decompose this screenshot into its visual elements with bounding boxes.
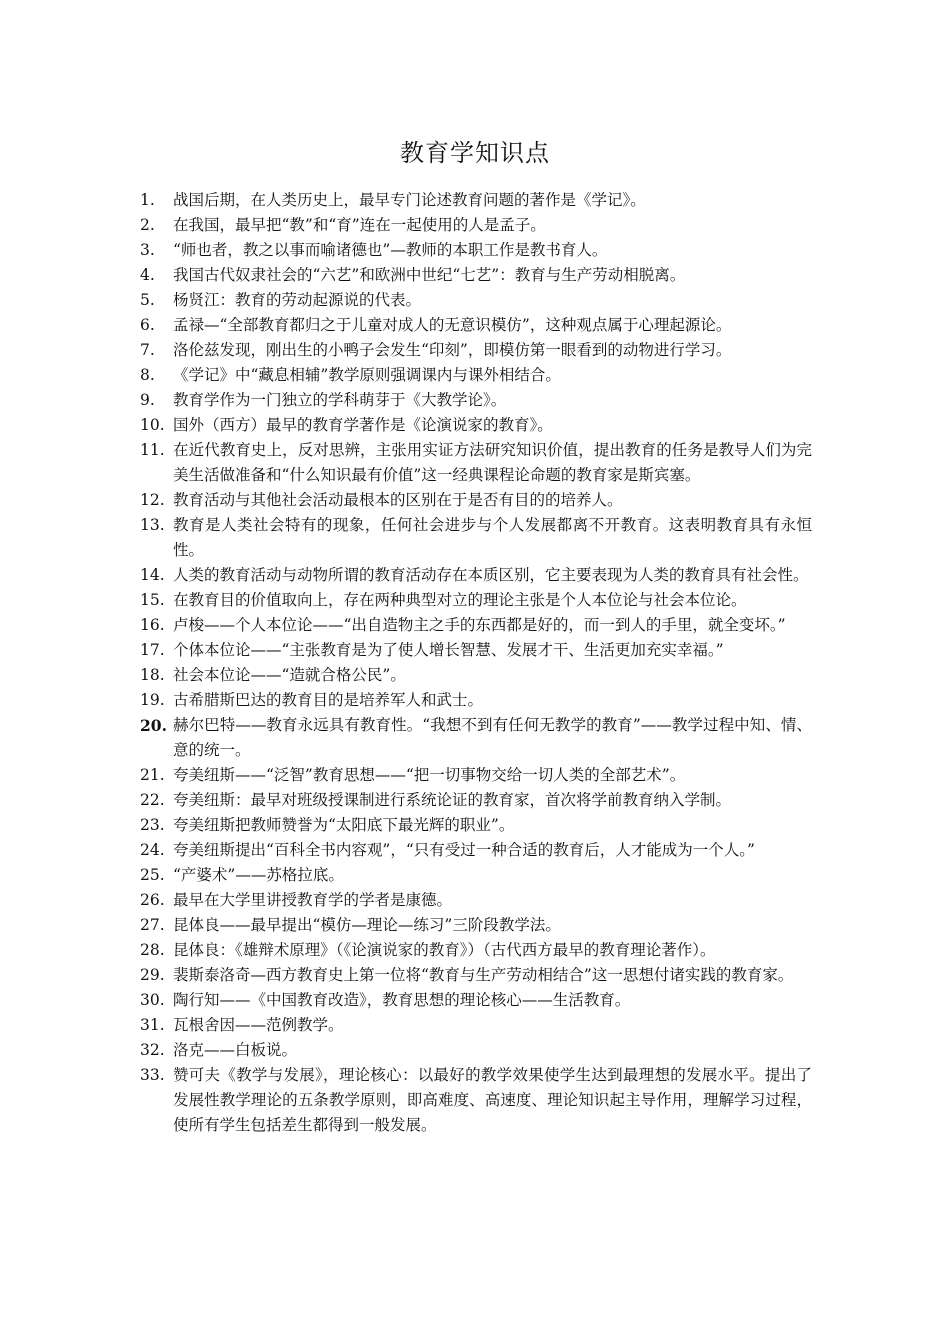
item-text: 在教育目的价值取向上，存在两种典型对立的理论主张是个人本位论与社会本位论。 [173,591,747,609]
item-text: 夸美纽斯提出“百科全书内容观”，“只有受过一种合适的教育后，人才能成为一个人。” [173,841,755,859]
list-item [140,763,812,788]
item-text: 夸美纽斯——“泛智”教育思想——“把一切事物交给一切人类的全部艺术”。 [173,766,686,784]
item-text: 杨贤江：教育的劳动起源说的代表。 [173,291,422,309]
item-text: 昆体良——最早提出“模仿—理论—练习”三阶段教学法。 [173,916,561,934]
list-item [140,588,812,613]
item-number: 30. [140,991,165,1009]
list-item [140,1063,812,1138]
list-item [140,813,812,838]
item-number: 10. [140,416,165,434]
item-number: 3. [140,241,155,259]
item-number: 9. [140,391,155,409]
item-text: 陶行知——《中国教育改造》，教育思想的理论核心——生活教育。 [173,991,631,1009]
item-text: 最早在大学里讲授教育学的学者是康德。 [173,891,453,909]
item-number: 1. [140,191,155,209]
item-text: 教育活动与其他社会活动最根本的区别在于是否有目的的培养人。 [173,491,623,509]
item-number: 14. [140,566,165,584]
item-text: 洛伦兹发现，刚出生的小鸭子会发生“印刻”，即模仿第一眼看到的动物进行学习。 [173,341,732,359]
item-text: 裴斯泰洛奇—西方教育史上第一位将“教育与生产劳动相结合”这一思想付诸实践的教育家。 [173,966,794,984]
item-text: 古希腊斯巴达的教育目的是培养军人和武士。 [173,691,484,709]
list-item [140,888,812,913]
item-text: 个体本位论——“主张教育是为了使人增长智慧、发展才干、生活更加充实幸福。” [173,641,724,659]
item-number: 19. [140,691,165,709]
list-item [140,413,812,438]
list-item [140,488,812,513]
item-text: 人类的教育活动与动物所谓的教育活动存在本质区别，它主要表现为人类的教育具有社会性。 [173,566,809,584]
item-number: 13. [140,516,165,534]
item-number: 5. [140,291,155,309]
item-text: 卢梭——个人本位论——“出自造物主之手的东西都是好的，而一到人的手里，就全变坏。” [173,616,786,634]
list-item [140,338,812,363]
item-text: 社会本位论——“造就合格公民”。 [173,666,406,684]
item-text: “产婆术”——苏格拉底。 [173,866,344,884]
list-item [140,613,812,638]
list-item [140,963,812,988]
item-text: 夸美纽斯：最早对班级授课制进行系统论证的教育家，首次将学前教育纳入学制。 [173,791,732,809]
item-number: 11. [140,441,165,459]
list-item [140,513,812,563]
list-item [140,438,812,488]
list-item [140,188,812,213]
list-item [140,988,812,1013]
list-item [140,288,812,313]
item-number: 28. [140,941,165,959]
item-number: 4. [140,266,155,284]
item-text: 《学记》中“藏息相辅”教学原则强调课内与课外相结合。 [173,366,561,384]
item-text: 在近代教育史上，反对思辨，主张用实证方法研究知识价值，提出教育的任务是教导人们为完美生活做准备和“什么知识最有价值”这一经典课程论命题的教育家是斯宾塞。 [173,441,812,484]
list-item [140,1013,812,1038]
item-number: 26. [140,891,165,909]
list-item [140,863,812,888]
list-item [140,1038,812,1063]
item-number: 27. [140,916,165,934]
item-text: 教育是人类社会特有的现象，任何社会进步与个人发展都离不开教育。这表明教育具有永恒性。 [173,516,812,559]
item-text: 赫尔巴特——教育永远具有教育性。“我想不到有任何无教学的教育”——教学过程中知、情、意的统一。 [173,716,812,759]
page-title: 教育学知识点 [400,139,550,167]
item-number: 2. [140,216,155,234]
item-number: 12. [140,491,165,509]
item-number: 21. [140,766,165,784]
item-number: 6. [140,316,155,334]
list-item [140,263,812,288]
item-text: “师也者，教之以事而喻诸德也”—教师的本职工作是教书育人。 [173,241,608,259]
item-number: 8. [140,366,155,384]
item-number: 20. [140,716,167,735]
knowledge-point-list [140,188,812,1138]
item-text: 国外（西方）最早的教育学著作是《论演说家的教育》。 [173,416,553,434]
list-item [140,838,812,863]
list-item [140,213,812,238]
list-item [140,388,812,413]
item-number: 25. [140,866,165,884]
list-item [140,788,812,813]
list-item [140,313,812,338]
item-number: 32. [140,1041,165,1059]
item-number: 23. [140,816,165,834]
list-item [140,913,812,938]
item-number: 22. [140,791,165,809]
list-item [140,363,812,388]
item-number: 17. [140,641,165,659]
item-text: 洛克——白板说。 [173,1041,298,1059]
item-number: 16. [140,616,165,634]
item-text: 我国古代奴隶社会的“六艺”和欧洲中世纪“七艺”：教育与生产劳动相脱离。 [173,266,686,284]
list-item [140,563,812,588]
item-number: 31. [140,1016,165,1034]
list-item [140,713,812,763]
list-item [140,663,812,688]
item-number: 15. [140,591,165,609]
item-text: 赞可夫《教学与发展》，理论核心：以最好的教学效果使学生达到最理想的发展水平。提出了发展性教学理论的五条教学原则，即高难度、高速度、理论知识起主导作用，理解学习过程，使所有学生包括差生都得到一般发展。 [173,1066,812,1134]
item-text: 在我国，最早把“教”和“育”连在一起使用的人是孟子。 [173,216,546,234]
list-item [140,938,812,963]
item-number: 33. [140,1066,165,1084]
list-item [140,638,812,663]
item-text: 战国后期，在人类历史上，最早专门论述教育问题的著作是《学记》。 [173,191,646,209]
item-text: 昆体良：《雄辩术原理》（《论演说家的教育》）（古代西方最早的教育理论著作）。 [173,941,716,959]
item-text: 瓦根舍因——范例教学。 [173,1016,344,1034]
list-item [140,238,812,263]
item-text: 夸美纽斯把教师赞誉为“太阳底下最光辉的职业”。 [173,816,515,834]
item-number: 7. [140,341,155,359]
list-item [140,688,812,713]
item-number: 18. [140,666,165,684]
item-text: 教育学作为一门独立的学科萌芽于《大教学论》。 [173,391,507,409]
item-text: 孟禄—“全部教育都归之于儿童对成人的无意识模仿”，这种观点属于心理起源论。 [173,316,732,334]
item-number: 24. [140,841,165,859]
item-number: 29. [140,966,165,984]
